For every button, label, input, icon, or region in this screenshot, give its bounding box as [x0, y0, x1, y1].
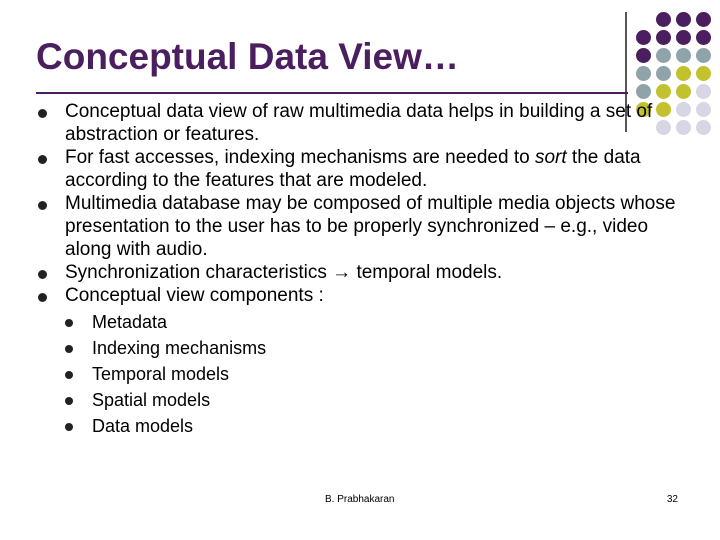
sub-bullet-text: Data models [92, 416, 194, 436]
bullet-item [38, 146, 678, 192]
decorative-dot [676, 30, 691, 45]
bullet-item [38, 261, 678, 284]
decorative-dot [636, 84, 651, 99]
bullet-icon [65, 423, 73, 431]
sub-bullet-list [65, 309, 678, 439]
sub-bullet-item [65, 335, 678, 361]
sub-bullet-item [65, 413, 678, 439]
decorative-dot [656, 30, 671, 45]
bullet-item [38, 192, 678, 261]
sub-bullet-text: Temporal models [92, 364, 230, 384]
sub-bullet-text: Indexing mechanisms [92, 338, 267, 358]
bullet-icon [38, 109, 47, 118]
decorative-dot [676, 48, 691, 63]
bullet-icon [65, 397, 73, 405]
sub-bullet-text: Metadata [92, 312, 168, 332]
bullet-icon [38, 293, 47, 302]
decorative-dot [676, 84, 691, 99]
bullet-text-part: the data according to the features that are modeled. [65, 147, 641, 191]
slide-title: Conceptual Data View… [36, 36, 459, 77]
decorative-dot [676, 120, 691, 135]
decorative-dot [696, 12, 711, 27]
decorative-dot [636, 66, 651, 81]
bullet-icon [38, 201, 47, 210]
decorative-dot [676, 102, 691, 117]
bullet-icon [38, 155, 47, 164]
arrow-icon: → [332, 262, 352, 283]
decorative-dot [636, 48, 651, 63]
decorative-dot [696, 48, 711, 63]
decorative-dot [696, 120, 711, 135]
bullet-text: Conceptual view components : [65, 285, 324, 306]
title-underline [36, 92, 628, 94]
sub-bullet-item [65, 387, 678, 413]
bullet-icon [65, 345, 73, 353]
decorative-dot [656, 66, 671, 81]
sub-bullet-item [65, 361, 678, 387]
bullet-icon [38, 270, 47, 279]
decorative-dot [696, 102, 711, 117]
page-number: 32 [666, 494, 678, 505]
bullet-item [38, 284, 678, 439]
bullet-text: Multimedia database may be composed of multiple media objects whose presentation to the user has to be properly synchronized – e.g., video along with audio. [65, 193, 676, 260]
sub-bullet-text: Spatial models [92, 390, 211, 410]
bullet-list [38, 100, 678, 439]
decorative-dot [656, 48, 671, 63]
bullet-text: Conceptual data view of raw multimedia data helps in building a set of abstraction or features. [65, 101, 653, 145]
bullet-emphasis: sort [534, 147, 567, 168]
sub-bullet-item [65, 309, 678, 335]
decorative-dot [676, 66, 691, 81]
decorative-dot [696, 30, 711, 45]
bullet-icon [65, 371, 73, 379]
decorative-dot [696, 84, 711, 99]
bullet-text-part: For fast accesses, indexing mechanisms are needed to [65, 147, 535, 168]
decorative-dot [696, 66, 711, 81]
decorative-dot [656, 12, 671, 27]
bullet-text-part: temporal models. [351, 262, 503, 283]
decorative-dot [676, 12, 691, 27]
footer-author: B. Prabhakaran [325, 494, 395, 505]
decorative-dot [656, 84, 671, 99]
decorative-dot [636, 30, 651, 45]
bullet-text-part: Synchronization characteristics [65, 262, 333, 283]
bullet-item [38, 100, 678, 146]
bullet-icon [65, 319, 73, 327]
